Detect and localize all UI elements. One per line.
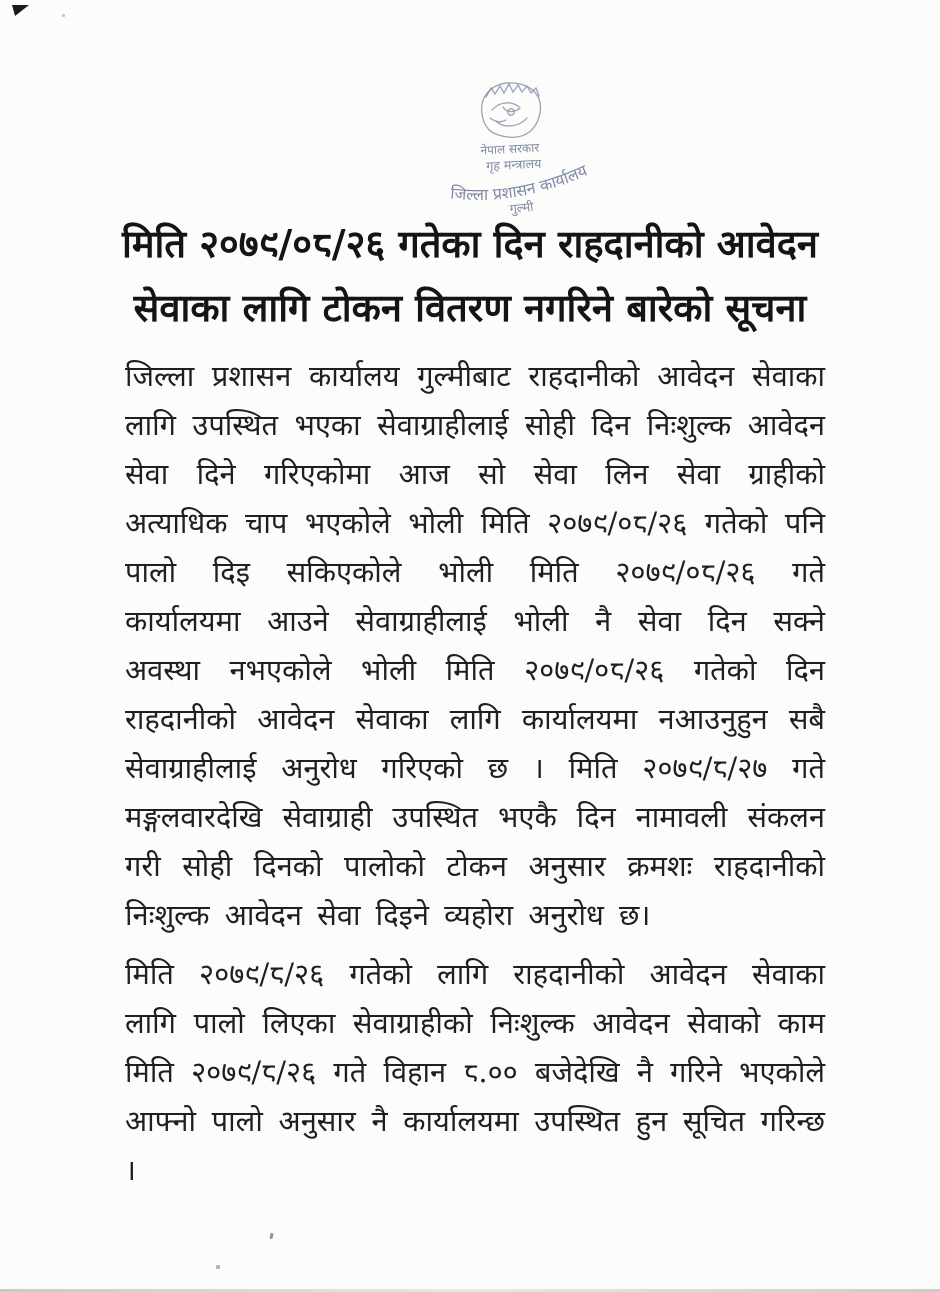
scan-corner-mark — [12, 5, 29, 16]
scan-speck — [62, 14, 65, 17]
seal-text-district: गुल्मी — [508, 198, 535, 217]
nepal-emblem-icon — [482, 83, 541, 137]
seal-text-government: नेपाल सरकार — [480, 140, 540, 158]
office-seal-stamp — [392, 76, 642, 224]
notice-title-line-2: सेवाका लागि टोकन वितरण नगरिने बारेको सूचना — [133, 285, 807, 330]
notice-body — [125, 352, 825, 1205]
notice-title — [0, 212, 940, 340]
seal-text-ministry: गृह मन्त्रालय — [485, 155, 542, 174]
scan-speck — [216, 1265, 220, 1269]
seal-text-office: जिल्ला प्रशासन कार्यालय — [449, 160, 590, 205]
notice-paragraph-2: मिति २०७९/८/२६ गतेको लागि राहदानीको आवेदन सेवाका लागि पालो लिएका सेवाग्राहीको निःशुल्क आवेदन सेवाको काम मिति २०७९/८/२६ गते विहान ८.०० बजेदेखि नै गरिने भएकोले आफ्नो पालो अनुसार नै कार्यालयमा उपस्थित हुन सूचित गरिन्छ । — [125, 957, 825, 1187]
scan-speck — [269, 1233, 273, 1239]
notice-title-line-1: मिति २०७९/०८/२६ गतेका दिन राहदानीको आवेदन — [121, 221, 819, 266]
notice-paragraph-1: जिल्ला प्रशासन कार्यालय गुल्मीबाट राहदानीको आवेदन सेवाका लागि उपस्थित भएका सेवाग्राहीलाई सोही दिन निःशुल्क आवेदन सेवा दिने गरिएकोमा आज सो सेवा लिन सेवा ग्राहीको अत्याधिक चाप भएकोले भोली मिति २०७९/०८/२६ गतेको पनि पालो दिइ सकिएकोले भोली मिति २०७९/०८/२६ गते कार्यालयमा आउने सेवाग्राहीलाई भोली नै सेवा दिन सक्ने अवस्था नभएकोले भोली मिति २०७९/०८/२६ गतेको दिन राहदानीको आवेदन सेवाका लागि कार्यालयमा नआउनुहुन सबै सेवाग्राहीलाई अनुरोध गरिएको छ । मिति २०७९/८/२७ गते मङ्गलवारदेखि सेवाग्राही उपस्थित भएकै दिन नामावली संकलन गरी सोही दिनको पालोको टोकन अनुसार क्रमशः राहदानीको निःशुल्क आवेदन सेवा दिइने व्यहोरा अनुरोध छ। — [125, 359, 825, 932]
seal-graphic — [392, 76, 642, 224]
